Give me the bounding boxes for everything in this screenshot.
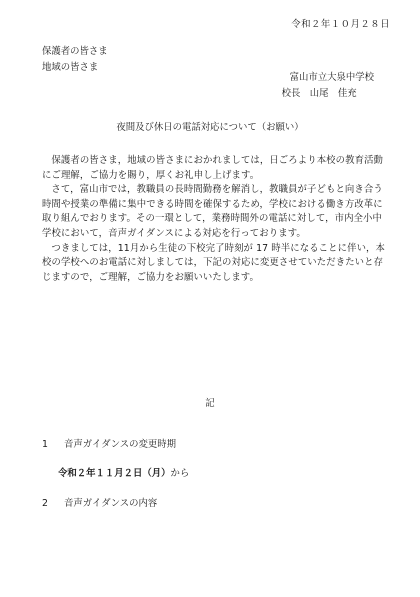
recipient-parents: 保護者の皆さま bbox=[42, 46, 108, 57]
body-paragraph-request: つきましては，11月から生徒の下校完了時刻が 17 時半になることに伴い，本校の学校へのお電話に対しましては，下記の対応に変更させていただきたいと存じますので，ご理解，ご協力をお願いいたします。 bbox=[42, 242, 386, 283]
body-paragraph-greeting: 保護者の皆さま，地域の皆さまにおかれましては，日ごろより本校の教育活動にご理解，ご協力を賜り，厚くお礼申し上げます。 bbox=[42, 155, 384, 181]
section-2-heading bbox=[42, 497, 157, 511]
sender-school: 富山市立大泉中学校 bbox=[289, 72, 374, 83]
section-1-heading bbox=[42, 438, 176, 452]
letter-body bbox=[42, 154, 390, 285]
ki-heading: 記 bbox=[205, 398, 215, 409]
letter-title: 夜間及び休日の電話対応について（お願い） bbox=[116, 122, 304, 133]
change-date: 令和２年１１月２日（月） bbox=[58, 468, 171, 479]
section-2-number: 2 bbox=[42, 498, 48, 509]
body-paragraph-background: さて，富山市では，教職員の長時間勤務を解消し，教職員が子どもと向き合う時間や授業の準備に集中できる時間を確保するため，学校における働き方改革に取り組んでおります。その一環として，業務時間外の電話に対して，市内全小中学校において，音声ガイダンスによる対応を行っております。 bbox=[42, 184, 383, 239]
section-2-title: 音声ガイダンスの内容 bbox=[64, 498, 158, 509]
recipient-community: 地域の皆さま bbox=[42, 62, 99, 73]
letter-date: 令和２年１０月２８日 bbox=[291, 19, 390, 30]
change-date-suffix: から bbox=[170, 468, 190, 479]
section-1-date bbox=[58, 467, 189, 481]
section-1-number: 1 bbox=[42, 439, 48, 450]
sender bbox=[282, 70, 374, 102]
sender-principal: 校長 山尾 佳充 bbox=[281, 88, 357, 99]
section-1-title: 音声ガイダンスの変更時期 bbox=[64, 439, 177, 450]
recipients bbox=[42, 44, 108, 76]
